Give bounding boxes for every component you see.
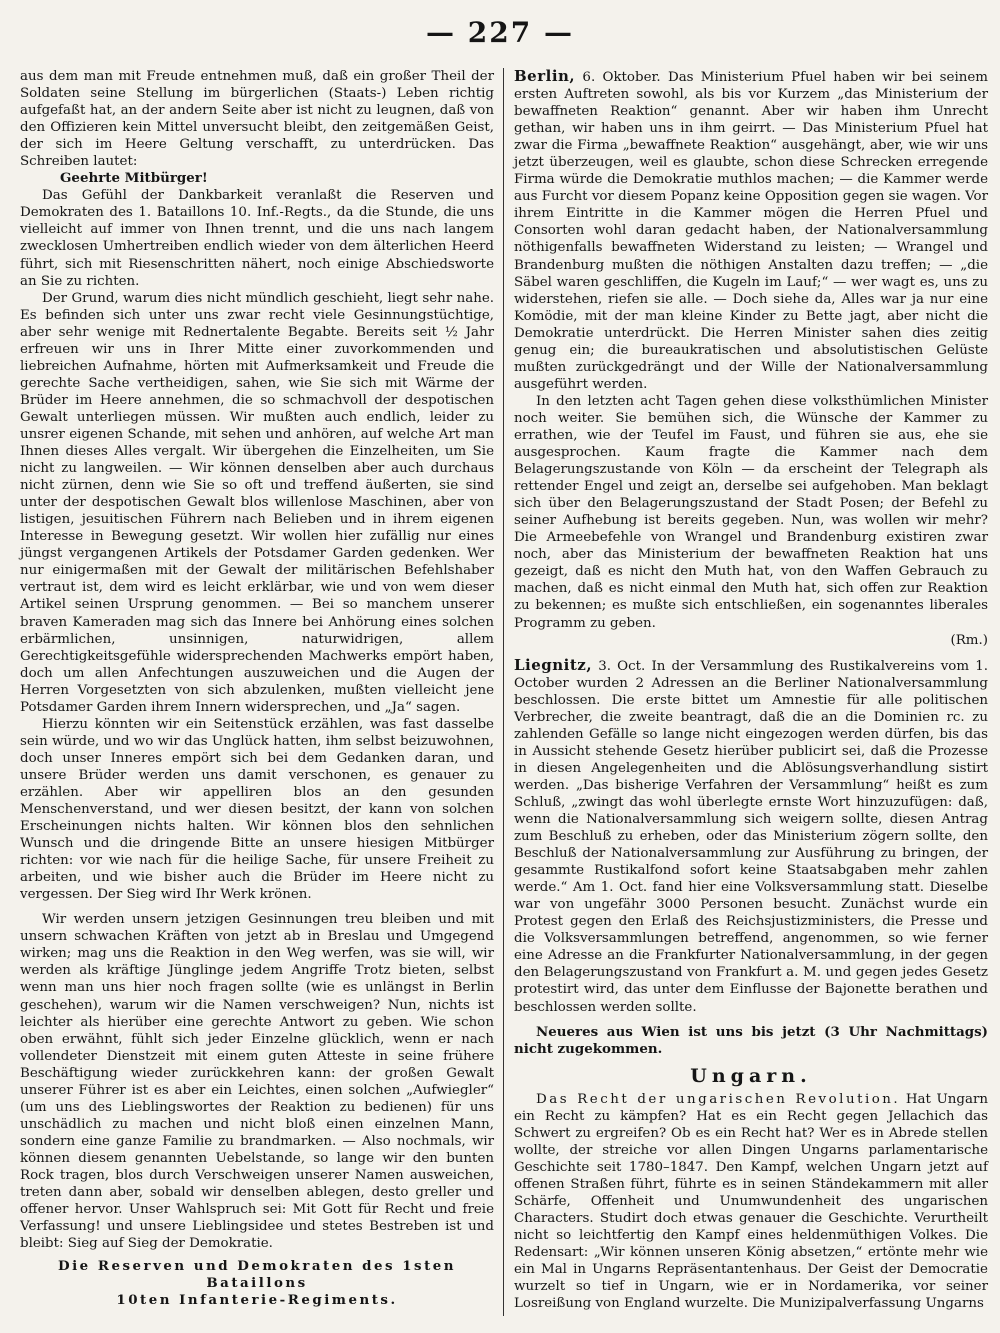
vienna-note: Neueres aus Wien ist uns bis jetzt (3 Uhr Nachmittags) nicht zugekommen.	[514, 1023, 988, 1057]
article-paragraph: Hierzu könnten wir ein Seitenstück erzählen, was fast dasselbe sein würde, und wo wir das Unglück hatten, ihm selbst beizuwohnen, doch unser Inneres empört sich bei dem Gedanken daran, und unsere Brüder werden uns damit verschonen, es genauer zu erzählen. Aber wir appelliren blos an den gesunden Menschenverstand, und wer diesen besitzt, der kann von solchen Erscheinungen nichts halten. Wir können blos den sehnlichen Wunsch und die dringende Bitte an unsere hiesigen Mitbürger richten: vor wie nach für die heilige Sache, für unsere Freiheit zu arbeiten, und wie bisher auch die Brüder im Heere nicht zu vergessen. Der Sieg wird Ihr Werk krönen.	[20, 716, 494, 903]
dateline-place: Liegnitz,	[514, 655, 593, 674]
article-text: Hat Ungarn ein Recht zu kämpfen? Hat es ein Recht gegen Jellachich das Schwert zu ergreifen? Ob es ein Recht hat? Wer es in Abrede stellen wollte, der streiche vor allen Dingen Ungarns parlamentarische Geschichte seit 1780–1847. Den Kampf, welchen Ungarn jetzt auf offenen Straßen führt, führte es in seinen Ständekammern mit aller Schärfe, Offenheit und Unumwundenheit des ungarischen Characters. Studirt doch etwas genauer die Geschichte. Verurtheilt nicht so leichtfertig den Kampf eines heldenmüthigen Volkes. Die Redensart: „Wir können unseren König absetzen,“ ertönte mehr wie ein Mal in Ungarns Repräsentantenhaus. Der Geist der Democratie wurzelt so tief in Ungarn, wie er in Nordamerika, vor seiner Losreißung von England wurzelte. Die Munizipalverfassung Ungarns	[514, 1091, 988, 1312]
article-paragraph: Das Gefühl der Dankbarkeit veranlaßt die Reserven und Demokraten des 1. Bataillons 10. Inf.-Regts., da die Stunde, die uns vielleicht auf immer von Ihnen trennt, und die uns nach langem zwecklosen Umhertreiben endlich wieder von dem älterlichen Heerd führt, sich mit Riesenschritten nähert, noch einige Abschiedsworte an Sie zu richten.	[20, 188, 494, 289]
dateline-place: Berlin,	[514, 67, 576, 85]
letter-salutation: Geehrte Mitbürger!	[60, 170, 208, 187]
article-text: In der Versammlung des Rustikalvereins vom 1. October wurden 2 Adressen an die Berliner Nationalversammlung beschlossen. Die erste bittet um Amnestie für alle politischen Verbrecher, die zweite beantragt, daß die an die Dominien rc. zu zahlenden Gefälle so lange nicht eingezogen werden dürfen, bis das in Aussicht stehende Gesetz hierüber publicirt sei, daß die Prozesse in diesen Angelegenheiten und die Ablösungsverhandlung sistirt werden. „Das bisherige Verfahren der Versammlung“ heißt es zum Schluß, „zwingt das wohl überlegte ernste Wort hinzuzufügen: daß, wenn die Nationalversammlung sich weigern sollte, diesen Antrag zum Beschluß zu erheben, oder das Ministerium zögern sollte, den Beschluß der Nationalversammlung zur Ausführung zu bringen, der gesammte Rustikalfond sofort keine Staatsabgaben mehr zahlen werde.“ Am 1. Oct. fand hier eine Volksversammlung statt. Dieselbe war von ungefähr 3000 Personen besucht. Zunächst wurde ein Protest gegen den Erlaß des Reichsjustizministers, die Presse und die Volksversammlungen betreffend, angenommen, so wie ferner eine Adresse an die Frankfurter Nationalversammlung, in der gegen den Belagerungszustand von Frankfurt a. M. und gegen jedes Gesetz protestirt wird, das unter dem Einflusse der Bajonette berathen und beschlossen werden sollte.	[514, 658, 988, 1015]
ungarn-article	[514, 1091, 988, 1313]
letter-signature: Die Reserven und Demokraten des 1sten Bataillons	[57, 1258, 457, 1292]
article-paragraph: Wir werden unsern jetzigen Gesinnungen treu bleiben und mit unsern schwachen Kräften von jetzt ab in Breslau und Umgegend wirken; mag uns die Reaktion in den Weg werfen, was sie will, wir werden als kräftige Jünglinge jedem Angriffe Trotz bieten, selbst wenn man uns hier noch fragen sollte (wie es unlängst in Berlin geschehen), warum wir die Namen verschweigen? Nun, nichts ist leichter als hierüber eine gerechte Antwort zu geben. Wie schon oben erwähnt, fühlt sich jeder Einzelne glücklich, wenn er nach vollendeter Dienstzeit mit einem guten Atteste in seine frühere Beschäftigung wieder zurückkehren kann: der großen Gewalt unserer Führer ist es aber ein Leichtes, einen solchen „Aufwiegler“ (um uns des Lieblingswortes der Reaktion zu bedienen) für uns unschädlich zu machen und nicht bloß einen einzelnen Mann, sondern eine ganze Familie zu brandmarken. — Also nochmals, wir können diesem genannten Uebelstande, so lange wir den bunten Rock tragen, blos durch Verschweigen unserer Namen ausweichen, treten dann aber, sobald wir denselben ablegen, desto greller und offener hervor. Unser Wahlspruch sei: Mit Gott für Recht und freie Verfassung! und unsere Lieblingsidee und stetes Bestreben ist und bleibt: Sieg auf Sieg der Demokratie.	[20, 912, 494, 1252]
dateline-date: 3. Oct.	[598, 658, 646, 674]
left-column	[20, 68, 494, 1309]
article-text: Das Ministerium Pfuel haben wir bei seinem ersten Auftreten sowohl, als bis vor Kurzem „das Ministerium der bewaffneten Reaktion“ genannt. Aber wir haben ihm Unrecht gethan, wir haben uns in ihm geirrt. — Das Ministerium Pfuel hat zwar die Firma „bewaffnete Reaktion“ ausgehängt, aber, wie wir uns jetzt überzeugen, weil es glaubte, schon diese Schrecken erregende Firma würde die Demokratie muthlos machen; — die Kammer werde aus Furcht vor diesem Popanz keine Opposition gegen sie wagen. Vor ihrem Eintritte in die Kammer mögen die Herren Pfuel und Consorten wohl daran gedacht haben, der Nationalversammlung nöthigenfalls bewaffneten Widerstand zu leisten; — Wrangel und Brandenburg mußten die nöthigen Anstalten dazu treffen; — „die Säbel waren geschliffen, die Kugeln im Lauf;“ — wer wagt es, uns zu widerstehen, riefen sie alle. — Doch siehe da, Alles war ja nur eine Komödie, mit der man kleine Kinder zu Bette jagt, aber nicht die Demokratie unterdrückt. Die Herren Minister sahen dies zeitig genug ein; die bureaukratischen und absolutistischen Gelüste mußten zurückgedrängt und der Wille der Nationalversammlung ausgeführt werden.	[514, 70, 988, 392]
right-column	[514, 68, 988, 1312]
letter-signature-line2: 10ten Infanterie-Regiments.	[116, 1292, 398, 1309]
article-paragraph: In den letzten acht Tagen gehen diese volksthümlichen Minister noch weiter. Sie bemühen sich, die Wünsche der Kammer zu errathen, wie der Teufel im Faust, und führen sie aus, ehe sie ausgesprochen. Kaum fragte die Kammer nach dem Belagerungszustande von Köln — da erscheint der Telegraph als rettender Engel und zeigt an, derselbe sei aufgehoben. Man beklagt sich über den Belagerungszustand der Stadt Posen; der Befehl zu seiner Aufhebung ist bereits gegeben. Nun, was wollen wir mehr? Die Armeebefehle von Wrangel und Brandenburg existiren zwar noch, aber das Ministerium der bewaffneten Reaktion hat uns gezeigt, daß es nicht den Muth hat, von den Waffen Gebrauch zu machen, daß es nicht einmal den Muth hat, sich offen zur Reaktion zu bekennen; es mußte sich entschließen, ein sogenanntes liberales Programm zu geben.	[514, 393, 988, 631]
column-divider	[503, 68, 504, 1316]
liegnitz-report	[514, 657, 988, 1016]
article-paragraph: aus dem man mit Freude entnehmen muß, daß ein großer Theil der Soldaten seine Stellung im bürgerlichen (Staats-) Leben richtig aufgefaßt hat, an der andern Seite aber ist nicht zu leugnen, daß von den Offizieren kein Mittel unversucht bleibt, den zeitgemäßen Geist, der sich im Heere Geltung verschafft, zu unterdrücken. Das Schreiben lautet:	[20, 69, 494, 170]
berlin-report	[514, 68, 988, 393]
dateline-date: 6. Oktober.	[582, 70, 661, 85]
page-number: — 227 —	[426, 16, 574, 49]
source-citation: (Rm.)	[950, 632, 988, 648]
section-heading: Ungarn.	[690, 1064, 812, 1087]
article-paragraph: Der Grund, warum dies nicht mündlich geschieht, liegt sehr nahe. Es befinden sich unter uns zwar recht viele Gesinnungstüchtige, aber sehr wenige mit Rednertalente Begabte. Bereits seit ½ Jahr erfreuen wir uns in Ihrer Mitte einer zuvorkommenden und liebreichen Aufnahme, hörten mit Aufmerksamkeit und Freude die gerechte Sache vertheidigen, sahen, wie Sie sich mit Wärme der Brüder im Heere annehmen, die so schmachvoll der despotischen Gewalt unterliegen müssen. Wir mußten auch endlich, leider zu unsrer eigenen Schande, mit sehen und anhören, auf welche Art man Ihnen dieses Alles vergalt. Wir übergehen die Einzelheiten, um Sie nicht zu langweilen. — Wir können denselben aber auch durchaus nicht zürnen, denn wie Sie so oft und treffend äußerten, sie sind unter der despotischen Gewalt blos willenlose Maschinen, aber von listigen, jesuitischen Führern nach Belieben und in ihrem eigenen Interesse in Bewegung gesetzt. Wir wollen hier zufällig nur eines jüngst vergangenen Artikels der Potsdamer Garden gedenken. Wer nur einigermaßen mit der Gewalt der militärischen Befehlshaber vertraut ist, dem wird es leicht erklärbar, wie und von wem dieser Artikel seinen Ursprung genommen. — Bei so manchem unserer braven Kameraden mag sich das Innere bei Anhörung eines solchen erbärmlichen, unsinnigen, naturwidrigen, allem Gerechtigkeitsgefühle widersprechenden Machwerks empört haben, doch um allen Anfechtungen auszuweichen und die Augen der Herren Vorgesetzten von sich abzulenken, mußten vielleicht jene Potsdamer Garden ihrem Innern widersprechen, und „Ja“ sagen.	[20, 290, 494, 715]
article-lead: Das Recht der ungarischen Revolution.	[536, 1091, 901, 1107]
